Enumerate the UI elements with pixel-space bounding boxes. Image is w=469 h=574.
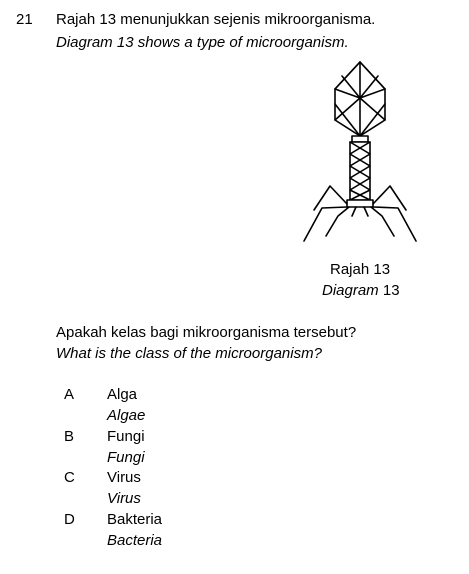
option-text-malay: Alga: [107, 386, 138, 403]
bacteriophage-icon: [300, 58, 420, 254]
figure-caption-english: [322, 282, 400, 299]
option-letter: A: [64, 386, 75, 403]
option-text-malay: Bakteria: [107, 511, 163, 528]
prompt-english: What is the class of the microorganism?: [56, 345, 322, 362]
option-letter: D: [64, 511, 75, 528]
option-letter: C: [64, 469, 75, 486]
question-number: 21: [16, 11, 33, 28]
option-text-english: Fungi: [107, 449, 145, 466]
question-stem-english: Diagram 13 shows a type of microorganism.: [56, 34, 349, 51]
figure-caption-english-number: 13: [382, 282, 400, 299]
option-text-english: Bacteria: [107, 532, 163, 549]
option-text-malay: Virus: [107, 469, 141, 486]
figure-caption-malay: Rajah 13: [330, 261, 391, 278]
option-letter: B: [64, 428, 75, 445]
option-text-malay: Fungi: [107, 428, 145, 445]
prompt-malay: Apakah kelas bagi mikroorganisma tersebut?: [56, 324, 357, 341]
question-stem-malay: Rajah 13 menunjukkan sejenis mikroorganisma.: [56, 11, 376, 28]
figure-caption-english-word: Diagram: [322, 282, 379, 299]
option-text-english: Algae: [107, 407, 146, 424]
option-text-english: Virus: [107, 490, 141, 507]
